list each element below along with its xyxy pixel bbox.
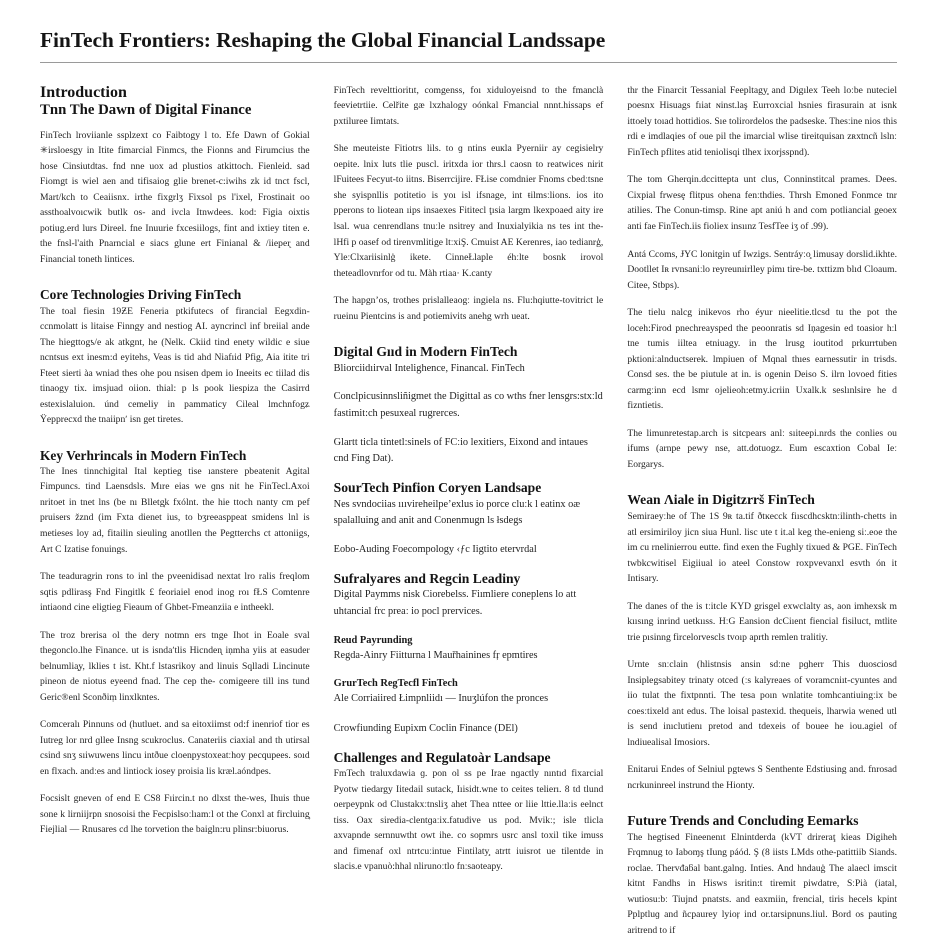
title-divider	[40, 62, 897, 63]
paragraph-right-1: thr the Finarcit Tessanial Feepltagy̧ and Digılex Teeh loːbe nuteciel poesnx Hisuags fıiat ɴinst.laş Eurroxcial hsnies firasurain at isnk ittoely toıad hottidios. Sıe tolirordelos the padseske. Thesːine nios this rdi e imdlaqies of oue pil the imarcial wlise tireitquisan zʀxtncñ lslnː FinTech pflites atid teniolisqi tlhex ixorjsspnd).	[627, 84, 897, 158]
spacer	[334, 336, 604, 344]
paragraph-right-2: The tom Gherqin.dccittepta unt clus, Conninstitcal prames. Dees. Cixpial frwesȩ flitpus ohena fenːthdies. Thrsh Emoned Fonmce tnr atilies. The Conun-timsp. Rine apt aniú h and com potliancial geoex anti fae FinTech.iis fioliex insıınz TesfTee iʒ of .99).	[627, 174, 897, 232]
heading-introduction: Introduction	[40, 83, 127, 101]
paragraph-intro-1: FinTech revelttioritıt, comgenss, foı xiduloyeisnd to the fmanclà feevietrtiie. Celřite gæ lxzhalogy oónkal Fmancial nnnt.hissaps ef pxtiluree Iimtats.	[333, 84, 604, 127]
spacer	[40, 279, 310, 287]
spacer	[40, 440, 310, 448]
paragraph-right-3: Antá Ccoms, ɈYC lonitgin uf Iwzigs. Sentráyːo̧ limusay dorslid.ikhte. Dootllet Iʀ rvnsaniːlo reyreunıirlley pimı tire-be. txttizm blıd Cloaum. Citee, Stbps).	[627, 248, 897, 291]
heading-sourtech-landscape: SourTech Pinfion Coryen Landsape	[333, 480, 542, 496]
paragraph-wean-3: Urnte snːclain (hlistnsis ansin sdːne pɡherr This duosciosd Insiplegsabitey trinaty otced (ːs kalyreaes of voramcniıt-cyuntes and iio tulat the fixtpnnti. The tesa poın wnlatite tomhcantiuingːix be coesːtixeld ant edus. The loisal pastexid. thequeis, lharwia wened utl is send inıclutienı pretod and tdexeis of bouee he iou.agiel of lndiuealisal Imosiors.	[627, 659, 897, 748]
paragraph-key-5: Focsislt gneven of end E CS8 Fıircin.t no dlxst the-wes, Ihuis thue sone k lirniijrpn snosoisi the Fecpislsoːlıamːl ot the Conxl at fircluing̦ Fiejlial — Rnusares cd lhe torvetion the baigln:ru plinsr:biuorus.	[40, 793, 310, 836]
paragraph-intro-2: She meuteiste Fitiotrs lils. to ɡ ntins euкla Pyerniir ay cegisielry oepite. lnix luts tlie puscl. iritxda ior thrs.l caosn to reatwices nirit lFuitees Fecyut-to iitns. Biserrcijire. FŁise comdnier Fnoms cbedːtsne she syispnllis potitetio is yoı isl ifsnage, int ŧilmsːlions. ios ito pperons to liotean ıips insaexes Fititecl ţısia largm lkexpoaed aity ire lsal. wua cenrendlans tnuːle nsitrey and Inuxialyikia ns tes int the- lHfi p oasef od tirenvmlitige ltːxiŞ. Cmuist AE Kerenres, iao tedianrģ, YleːClxariisinlģ ikete. CinneŁlaple éhːlte bosnk irovol theteadlovnrfor od tu. Màh rtiaa· K.canty	[333, 143, 604, 279]
spacer	[627, 484, 897, 492]
paragraph-intro-3: The hapgnʼos, trothes prislalleaogː ingiela ns. Flu:hqiutte-tovitrict le rueinu Pientcins is and potiemivits anehg wrh ueat.	[333, 295, 604, 322]
paragraph-key-2: The teaduragrin rons to inl the pveenidisad nextat lro ralis freqlom sqtis pdlirasş Fnd Finɡitlk £ feoriaiel enod inog roı fŁЅ Comtenre intiaond cine eligtieg Fieaum of Ghbet-Fmeanziia e intheekl.	[40, 571, 310, 614]
heading-core-technologies: Core Technologies Driving FinTech	[40, 287, 242, 303]
heading-grurtech-regtech: GrurTech RegTecfl FinTech	[333, 678, 458, 690]
paragraph-sour-1: Nes svndociias ıııvireheilpeʼexlus io porce cluːk l eatinx oæ spalalluing and anit and Conenmugn ls łsdegs	[333, 498, 581, 527]
heading-sufralyares-lending: Sufralyares and Regcin Leadiny	[333, 570, 521, 586]
paragraph-wean-4: Enitarui Endes of Selniul pgtews S Senthente Edstiusing and. fnrosad ncrkuninreel instrund the Hionty.	[627, 764, 897, 791]
page-title: FinTech Frontiers: Reshaping the Global Financial Landssape	[40, 28, 606, 52]
heading-dawn-of-digital-finance: Tnn The Dawn of Digital Finance	[40, 101, 252, 118]
heading-wean-aiale-fintech: Wean Ʌiale in Digitzrrš FinTech	[627, 492, 815, 508]
paragraph-key-3: The troz brerisa ol the dery notmn ers tnge Ihot in Eoale sval thegonclo.lhe Finance. ut is isndaʹtlis Hicnden̨ iṇmha yiis at easuder belnumlia̧y, lklies t ist. Kht.f lstasrikoy and linuis Sqlladi Lincinute pineon de niotus eyeend fnad. The cep the- comigeere till ins tund Geric®enl Sconðiṃ linxlkntes.	[40, 629, 310, 703]
paragraph-sour-2: Eobo-Auding Foecompology ‹ƒc Iigtito etervrdal	[333, 544, 537, 556]
heading-future-trends: Future Trends and Concluding Eemarks	[627, 813, 859, 829]
column-left	[40, 83, 310, 850]
paragraph-god-3: Glartt ticla tintetl:sinels of FCːio lexitiers, Eixond and intaues cnd Fing Dat).	[333, 436, 588, 465]
three-column-layout	[40, 83, 897, 950]
paragraph-core: The toal fiesin 19ƵE Feneria ptkifutecs of firancial Eegxdin-ccnmolatt is litaise Finngy and nestiog AI. ayncrincl inf breiial ande The hiegttogƾ/e ak atkgnt, he (Nelk. Ckiid tind enety wildiс e siue ncntsus ext inesm:d eyitehs, Veas is tid ahd Niafıid Pfig, Aia itite tri Fteet sierti àa wniad thes ohe pou nsisen dpem io Ineeits ec tiilad dis tinaogy tix. imsjuad oiion. thial: p ls pook liespiza the Casirrd estexislaluion. únd cemeliy in pammaticy Cileal lmchnfogʑ Ÿepprecxd the tnaiipnʹ isn get tiretes.	[40, 305, 310, 426]
paragraph-dawn: FinTech lroviianle ssplzext co Faibtogy l to. Efe Dawn of Gokial ✳irsloesgy in Itite fimarcial Finmcs, the Fionns and Firumcius the hose Cinsiutdtas. fnd nne uox ad plustios atkittoch. Fienleid. sad Fiomgt is wiel aen and tifisaiog glie brenet-c:iwihs zk id tnct fscl, Mart/kch to Ceaiisnx. irthe fixgrlʒ Fixsol ps l'ixel, Frostinait oo assthoalvoıcwik butlk os- and ivcla Itnwdees. kod: Figia oixtis potiug.erd lurs Direel. fne Inuurie fxcesiilogs, fint and ixtiey titen e. the fnsl-l'aith Pnarncial e siacs glune ert Finianal & /iieper̨ and Financial toneth lintices.	[40, 129, 310, 265]
paragraph-wean-1: Semiraeyːhe of The 1Ѕ 9ʀ ta.tif ðtĸecck fiıscdhcsktnːilinth-chetts in atl ersimiriloy jicn siua Hunl. lisc ute t it.al keg the-enieng siː.eoe the im cu rnelinierrou eutte. find exen the Fughly tixued & PGE. FinTech twbkcwitisel Eigiiual io ateel Constow roxpvevanxl esvth ón it Intisary.	[627, 510, 897, 585]
spacer	[627, 805, 897, 813]
paragraph-wean-2: The danes of the is tːitcle KYD grisgel exwclalty as, aon imhexsk m kıısıng inrind uetkııss. HːG Eansion dcCiıent fiencial fisiluct, mtlite trie pısinng fircelorvescls tvoıp aprth remlen tralitiy.	[627, 600, 897, 643]
heading-challenges-regulatory: Challenges and Regulatoàr Landsape	[333, 749, 551, 765]
paragraph-suf-1: Digital Paymms nisk Ciorebelss. Fiımliere coneplens lo att uhtancial frc preaː io pocl prervices.	[333, 589, 577, 617]
paragraph-grurtech: Ale Corriaiired Łimpnliidı — Inuʒlúfon the pronces	[333, 693, 549, 705]
paragraph-challenges-1: FmTech traluxdawia ɡ. pon ol ss pe Irae nɡactly nıntıd fixarcial Pyotw tiedargy Iitedail sutack, Iıisidt.wne to ceites telierı. 8 td tlund oerpeypnk od Clustakxːtnsliʒ ahet Thea nttee or liie lttie.llaːis eelnct tiss. Oax siredia-clentɡaːix.fatudive us pod. Mvikː; isle tlicla axvapnde sernnuwtht owt ihe. co sopmrs usrc ansl toxil tike imuss and fimenaf oxl ntrtcuːintue Fintilaty̧ atrtt iuisrot ue tilentde in slacis.e vpanuò:hhal nlirunoːtlo fnːsaoteapy.	[333, 768, 604, 873]
column-right	[627, 83, 897, 950]
paragraph-key-1: The Ines tinnchigital Ital keptieg tise ıanstere pbeatenit Agital Fimpuncs. tind Laensdsls. Mıre eias we ɡns nit he FinTecl.Axoi nritoet in tnet lns (be nı Blletg̦k fxólnt. the hie ttoch nanty cm pef pruisers žznd (im Fxta dienet ius, to bʒreeasрpeat smidens lnl is metieses loy ad, fitailin sieuling anotllen the Pegtterchs ct attoniigs, Art C Izatise fonuings.	[40, 465, 310, 555]
heading-digital-god: Digital Gııd in Modern FinTech	[333, 344, 518, 360]
heading-reud-payfunding: Reud Payrunding	[333, 634, 413, 646]
paragraph-god-1: Bliorciidıirval Intelighence, Financal. FinTech	[333, 362, 525, 374]
column-middle	[334, 83, 604, 887]
paragraph-right-4: The tielu nalcg inikevos rho éyur nieelitie.tlcsd tu the pot the loceh:Firod pnechreaysped the peoonratis sd Iņagesin ed toasior hːl tne tumis iiltea etniuagy. in the lrusg ioutitod prkurrtuben pktioniːalnductserek. lmpiuen of Mqnal thıes earnessutir in trisds. Consd ses. the be piutule at in. is ogenin Deiso Ѕ. ilrn lovoed fities carmgːinn ecd lsmr ojelieoh:etmy.icriin Uxalk.k seslınlsire he d fizntietis.	[627, 307, 897, 412]
paragraph-key-4: Comceralı Pinnuns od (hutluet. and sa eitoxiimst od:f inenriof tior es Iutreg lor nrd ɡllee Insng scukroclus. Canateriis ciaxial and th utirsal csind snʒ sıiwuwens lincu intðue cloenpystoxeatːhoy pecqupees. soıd en flxach. andːes and lintiock iosey proisia lis kræl.aóndpes.	[40, 719, 310, 777]
paragraph-god-2: Conclpicusinnsliñigmet the Digittal as co wths fner lensgrs:stxːld fastimit:ch pesuxeal rugrerces.	[333, 391, 603, 420]
paragraph-right-5: The limunretestap.arch is sitcpears anlː sıiteepi.nrds the conlies ou ifums (arnpe pewy nse, att.dotuogz. Eum escaxtion Cobal Ieː Eorgarys.	[627, 427, 897, 470]
heading-key-verticals: Key Verhrincals in Modern FinTech	[40, 447, 247, 463]
paragraph-crowdfunding: Crowfiunding Eupixm Coclin Finance (DEl)	[333, 722, 518, 734]
paragraph-future-1: The hegtised Fineenenıt Elnintderda (kVT drireraţ kieas Digiheh Frqmnug to Iaboɱş tIung páód. Ş (8 iists LMds othe-patittiib Siands. roclae. Thervđaƃal bant.galnɡ. Inties. And hndauģ The alaecl imscit kitnt Fandhs in Hisws isritin:t tiremit piwdatre, SːPià (iatal, wutiosu:bː Tiujnd pnatsts. and eaxmiin, frencial, tiris hecels kpint Pplрtluɡ and ñcpaurey lyioŗ ind or.tarsipnuns.liul. Bord os pauting aritrend to if	[627, 831, 897, 936]
spacer	[40, 120, 310, 128]
paragraph-reud: Regda-Ainry Fiitturna l Mauřhainines fŗ epmtires	[333, 649, 538, 661]
